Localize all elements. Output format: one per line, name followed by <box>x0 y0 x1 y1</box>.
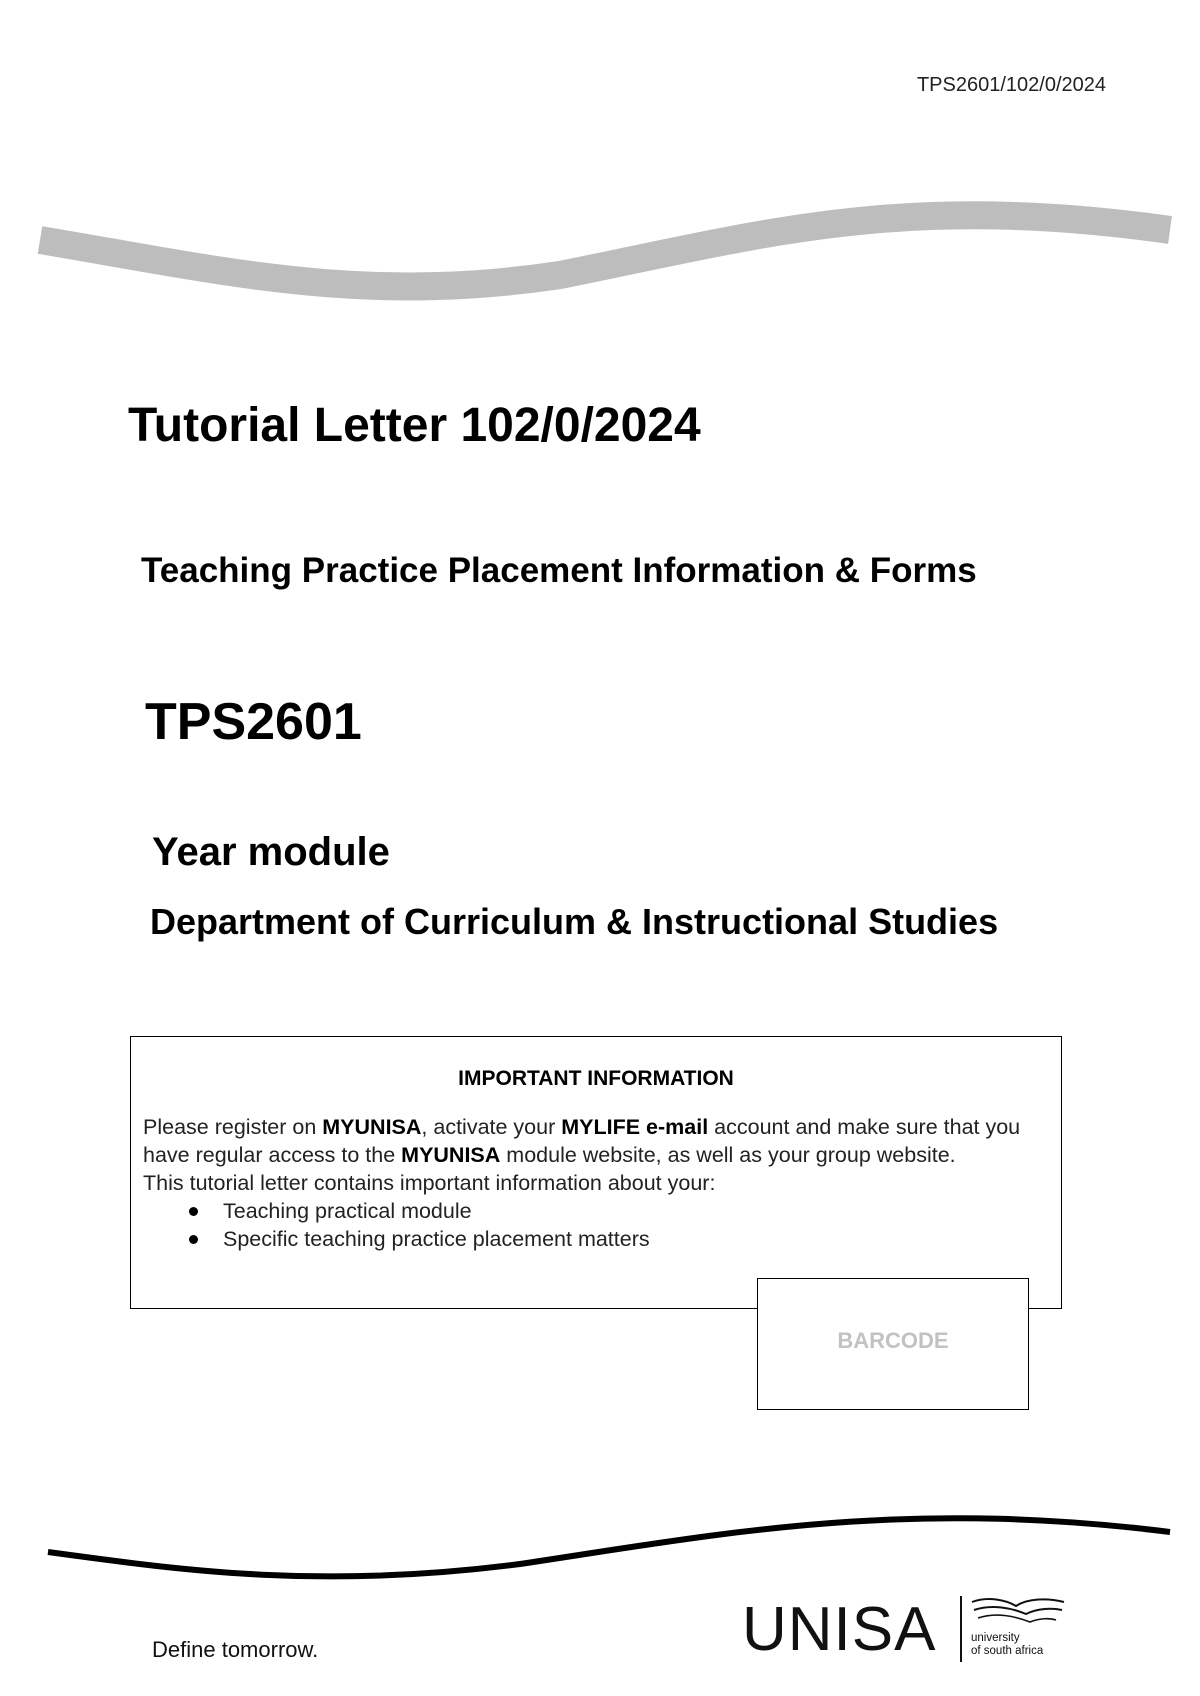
barcode-label: BARCODE <box>837 1328 949 1353</box>
department-name: Department of Curriculum & Instructional Studies <box>150 901 999 942</box>
decorative-top-wave <box>0 170 1200 310</box>
logo-subtext-line: university <box>971 1632 1020 1644</box>
decorative-bottom-wave <box>0 1490 1200 1580</box>
document-subtitle: Teaching Practice Placement Information & Forms <box>141 551 977 590</box>
registration-paragraph <box>143 1113 1048 1169</box>
page-title: Tutorial Letter 102/0/2024 <box>128 399 701 452</box>
contents-intro: This tutorial letter contains important information about your: <box>143 1171 716 1195</box>
barcode-placeholder <box>757 1278 1029 1410</box>
tagline: Define tomorrow. <box>152 1637 319 1662</box>
module-type: Year module <box>152 830 390 874</box>
bird-wing-icon <box>968 1594 1068 1630</box>
para-text: account and make sure that you have regular access to the <box>143 1115 1021 1167</box>
logo-divider <box>960 1596 962 1662</box>
unisa-wordmark: UNISA <box>742 1595 937 1664</box>
important-information-heading: IMPORTANT INFORMATION <box>458 1067 734 1090</box>
document-code: TPS2601/102/0/2024 <box>916 74 1106 96</box>
mylife-email-term: MYLIFE e-mail <box>561 1115 709 1139</box>
logo-subtext <box>971 1632 1043 1658</box>
unisa-logo <box>742 1590 1072 1670</box>
para-text: , activate your <box>421 1115 562 1139</box>
list-item: Specific teaching practice placement matters <box>223 1225 1048 1253</box>
important-information-box <box>130 1036 1062 1309</box>
para-text: Please register on <box>143 1115 323 1139</box>
myunisa-term: MYUNISA <box>401 1143 501 1167</box>
myunisa-term: MYUNISA <box>322 1115 422 1139</box>
important-information-body <box>143 1113 1048 1253</box>
para-text: module website, as well as your group website. <box>500 1143 956 1167</box>
module-code: TPS2601 <box>145 693 362 751</box>
list-item: Teaching practical module <box>223 1197 1048 1225</box>
logo-subtext-line: of south africa <box>971 1645 1044 1657</box>
contents-list <box>143 1197 1048 1253</box>
